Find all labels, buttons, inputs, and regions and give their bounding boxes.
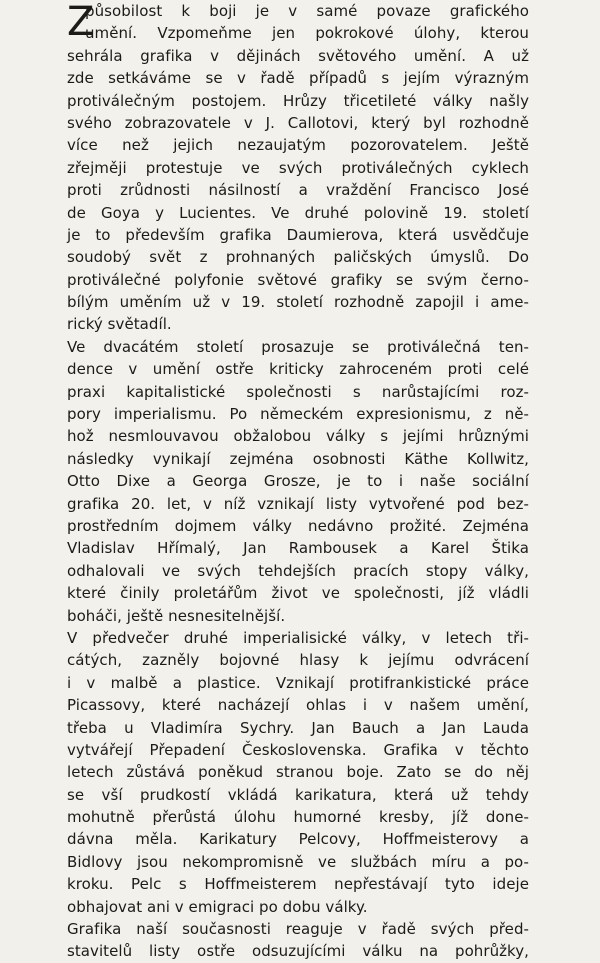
text-line: bílým uměním už v 19. století rozhodně zapojil i ame- bbox=[67, 293, 529, 312]
text-line: třeba u Vladimíra Sychry. Jan Bauch a Jan Lauda bbox=[67, 718, 529, 737]
text-line: i v malbě a plastice. Vznikají protifrankistické práce bbox=[67, 673, 529, 692]
text-line: prostředním dojmem války nedávno prožité. Zejména bbox=[67, 516, 529, 535]
text-lines bbox=[67, 0, 529, 963]
text-line: působilost k boji je v samé povaze grafického bbox=[85, 2, 529, 20]
text-line: hož nesmlouvavou obžalobou války s jejími hrůznými bbox=[67, 427, 529, 446]
text-line: vytvářejí Přepadení Československa. Grafika v těchto bbox=[67, 740, 529, 759]
text-line: následky vynikají zejména osobnosti Käthe Kollwitz, bbox=[67, 449, 529, 468]
text-line: Ve dvacátém století prosazuje se protiválečná ten- bbox=[67, 337, 529, 356]
text-line: letech zůstává poněkud stranou boje. Zato se do něj bbox=[67, 763, 529, 782]
text-line: kroku. Pelc s Hoffmeisterem nepřestávají tyto ideje bbox=[67, 875, 529, 894]
text-line: de Goya y Lucientes. Ve druhé polovině 19. století bbox=[67, 203, 529, 222]
text-line: zřejměji protestuje ve svých protiválečných cyklech bbox=[67, 158, 529, 177]
text-line: mohutně přerůstá úlohu humorné kresby, jíž done- bbox=[67, 808, 529, 827]
text-line: boháči, ještě nesnesitelnější. bbox=[67, 606, 286, 625]
text-line: dence v umění ostře kriticky zahroceném proti celé bbox=[67, 360, 529, 379]
text-line: odhalovali ve svých tehdejších pracích stopy války, bbox=[67, 561, 529, 580]
text-line: se vší prudkostí vkládá karikatura, která už tehdy bbox=[67, 785, 529, 804]
text-line: Bidlovy jsou nekompromisně ve službách míru a po- bbox=[67, 852, 529, 871]
text-line: Vladislav Hřímalý, Jan Rambousek a Karel Štika bbox=[67, 539, 529, 558]
text-line: praxi kapitalistické společnosti s narůstajícími roz- bbox=[67, 382, 529, 401]
text-line: více než jejich nezaujatým pozorovatelem. Ještě bbox=[67, 136, 529, 155]
text-line: V předvečer druhé imperialisické války, v letech tři- bbox=[67, 628, 529, 647]
text-line: rický světadíl. bbox=[67, 315, 172, 334]
text-line: umění. Vzpomeňme jen pokrokové úlohy, kterou bbox=[85, 24, 529, 43]
text-line: zde setkáváme se v řadě případů s jejím výrazným bbox=[67, 69, 529, 88]
text-line: protiválečné polyfonie světové grafiky se svým černo- bbox=[67, 270, 529, 289]
text-line: obhajovat ani v emigraci po dobu války. bbox=[67, 897, 368, 916]
text-line: Picassovy, které nacházejí ohlas i v našem umění, bbox=[67, 696, 529, 715]
text-line: Otto Dixe a Georga Grosze, je to i naše sociální bbox=[67, 472, 529, 491]
text-line: je to především grafika Daumierova, která usvědčuje bbox=[67, 225, 529, 244]
text-line: stavitelů listy ostře odsuzujícími válku na pohrůžky, bbox=[67, 942, 529, 961]
drop-cap-letter: Z bbox=[67, 0, 95, 45]
text-line: proti zrůdnosti násilností a vraždění Francisco José bbox=[67, 181, 529, 200]
text-line: Grafika naší současnosti reaguje v řadě svých před- bbox=[67, 920, 529, 939]
text-line: soudobý svět z prohnaných paličských úmyslů. Do bbox=[67, 248, 529, 267]
text-line: grafika 20. let, v níž vznikají listy vytvořené pod bez- bbox=[67, 494, 529, 513]
text-line: sehrála grafika v dějinách světového umění. A už bbox=[67, 46, 529, 65]
text-line: svého zobrazovatele v J. Callotovi, který byl rozhodně bbox=[67, 113, 529, 132]
article-text bbox=[67, 0, 529, 963]
text-line: které činily proletářům život ve společnosti, jíž vládli bbox=[67, 584, 529, 603]
text-line: dávna měla. Karikatury Pelcovy, Hoffmeisterovy a bbox=[67, 830, 529, 849]
text-line: protiválečným postojem. Hrůzy třicetileté války našly bbox=[67, 91, 529, 110]
text-line: pory imperialismu. Po německém expresionismu, z ně- bbox=[67, 405, 529, 424]
text-line: cátých, zazněly bojovné hlasy k jejímu odvrácení bbox=[67, 651, 529, 670]
